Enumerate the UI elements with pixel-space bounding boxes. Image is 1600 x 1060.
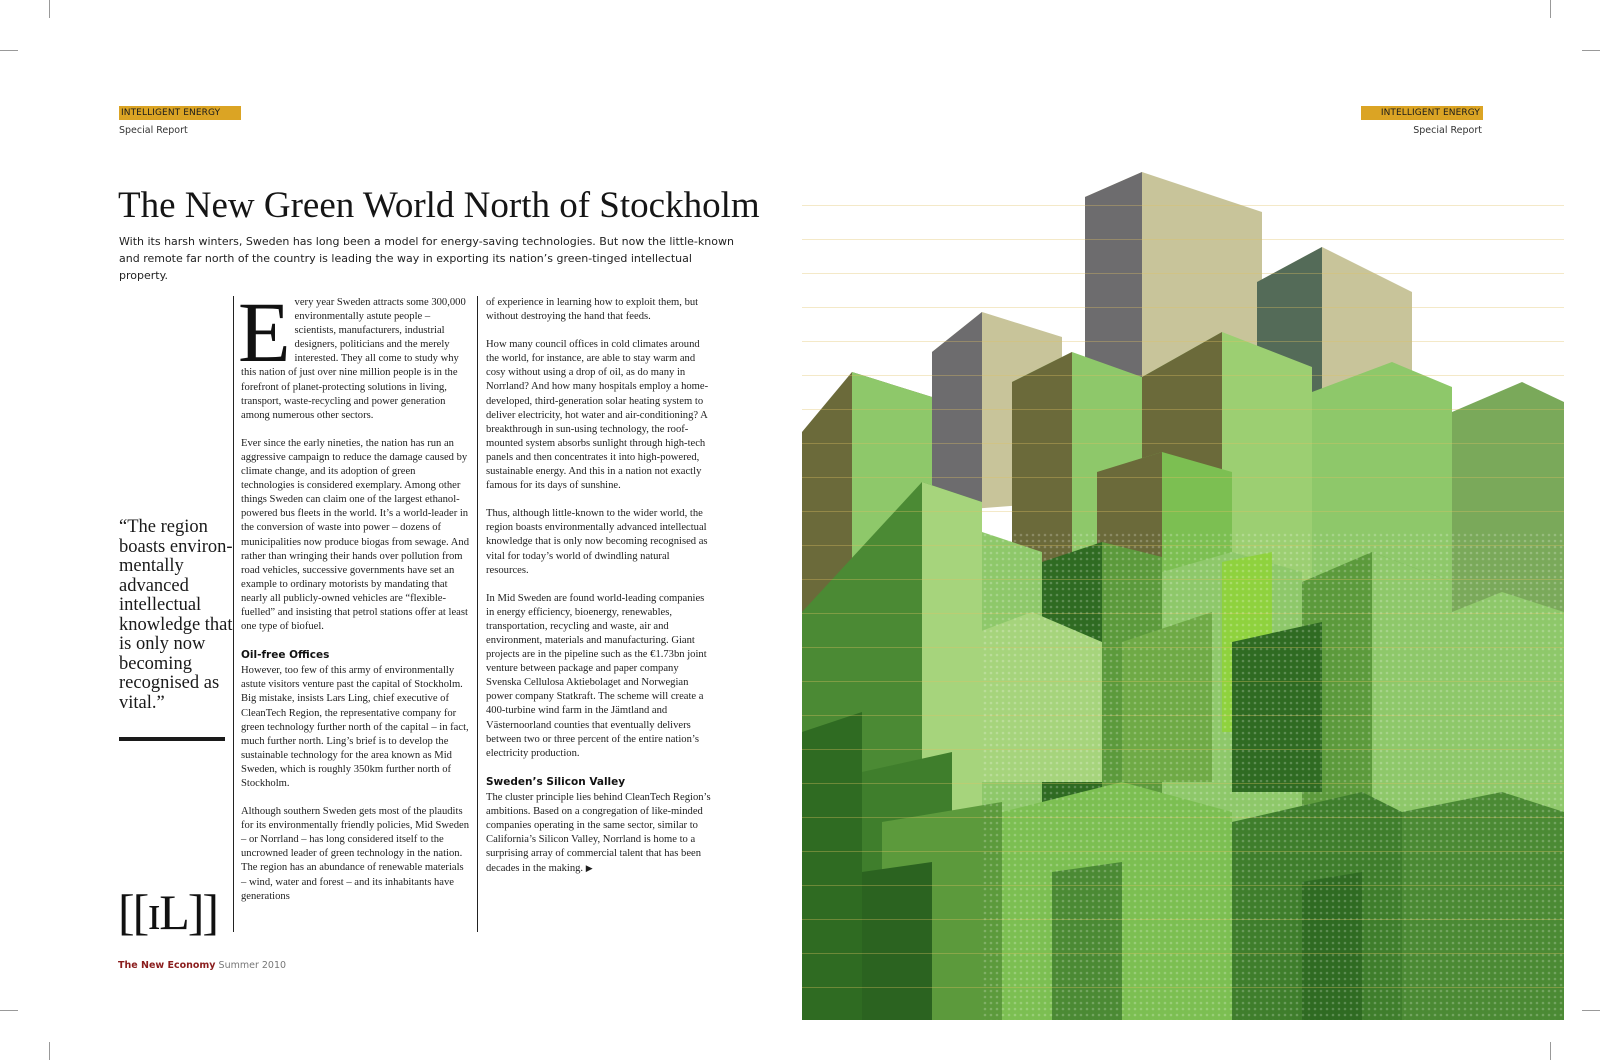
section-sub-left: Special Report [119, 125, 188, 136]
paragraph: In Mid Sweden are found world-leading companies in energy efficiency, bioenergy, renewables, transportation, recycling and waste, air and environment, materials and manufacturing. Giant projects are in the pipeline such as the €1.73bn joint venture between package and paper company Svenska Cellulosa Aktiebolaget and Norwegian power company Statkraft. The scheme will create a 400-turbine wind farm in the Jämtland and Västernoorland counties that eventually delivers between two or three percent of the entire nation’s electricity production. [486, 592, 707, 759]
paragraph: How many council offices in cold climates around the world, for instance, are able to stay warm and cosy without using a drop of oil, as do many in Norrland? And how many hospitals employ a home-developed, third-generation solar heating system to deliver electricity, hot water and air-conditioning? A breakthrough in sun-using technology, the roof-mounted system absorbs sunlight through high-tech panels and then concentrates it into high-powered, sustainable energy. And this in a nation not exactly famous for its days of sunshine. [486, 339, 709, 492]
column-rule [477, 296, 478, 932]
paragraph-text: The cluster principle lies behind CleanTech Region’s ambitions. Based on a congregation of like-minded companies operating in the same sector, similar to California’s Silicon Valley, Norrland is home to a surprising array of commercial talent that has been decades in the making. [486, 791, 711, 875]
crop-mark [49, 0, 50, 18]
crop-mark [1582, 1010, 1600, 1011]
paragraph: Ever since the early nineties, the nation has run an aggressive campaign to reduce the damage caused by climate change, and its adoption of green technologies is considered exemplary. Among other things Sweden can claim one of the largest ethanol-powered bus fleets in the world. It’s a world-leader in the conversion of waste into power – dozens of municipalities now produce biogas from sewage. And rather than wringing their hands over pollution from road vehicles, successive governments have set an example to ordinary motorists by mandating that nearly all publicly-owned vehicles are “flexible-fuelled” and insisting that petrol stations offer at least one type of biofuel. [241, 437, 470, 633]
crop-mark [0, 50, 18, 51]
texture-overlay [982, 532, 1564, 1020]
article-column-2 [486, 296, 714, 890]
paragraph-text: very year Sweden attracts some 300,000 environmentally astute people – scientists, manufacturers, industrial designers, politicians and the merely interested. They all come to study why this nation of just over nine million people is in the forefront of planet-protecting solutions in living, transport, waste-recycling and power generation among numerous other sectors. [241, 297, 466, 421]
green-city-illustration [802, 172, 1564, 1020]
section-tag-left: INTELLIGENT ENERGY [119, 106, 241, 120]
section-tag-right: INTELLIGENT ENERGY [1361, 106, 1483, 120]
article-title: The New Green World North of Stockholm [118, 185, 760, 226]
end-mark-icon: ▶ [585, 863, 593, 874]
paragraph: Although southern Sweden gets most of the plaudits for its environmentally friendly policies, Mid Sweden – or Norrland – has long considered itself to the uncrowned leader of green technology in the nation. The region has an abundance of renewable materials – wind, water and forest – and its inhabitants have generations [241, 806, 470, 902]
page-footer [118, 960, 286, 971]
article-column-1 [238, 284, 471, 918]
paragraph: However, too few of this army of environmentally astute visitors venture past the capital of Stockholm. Big mistake, insists Lars Ling, chief executive of CleanTech Region, the representative company for green technology further north of the capital – in fact, much further north. Ling’s brief is to develop the sustainable technology for the area known as Mid Sweden, which is roughly 350km further north of Stockholm. [241, 665, 469, 789]
section-sub-right: Special Report [1413, 125, 1482, 136]
article-standfirst: With its harsh winters, Sweden has long been a model for energy-saving technologies. But now the little-known and remote far north of the country is leading the way in exporting its nation’s green-tinged intellectual property. [119, 235, 734, 282]
paragraph: of experience in learning how to exploit them, but without destroying the hand that feeds. [486, 297, 699, 323]
subheading-silicon-valley: Sweden’s Silicon Valley [486, 775, 626, 788]
paragraph: Thus, although little-known to the wider world, the region boasts environmentally advanced intellectual knowledge that is only now becoming recognised as vital for today’s world of dwindling natural resources. [486, 508, 708, 576]
subheading-oil-free-offices: Oil-free Offices [241, 649, 330, 662]
publication-logo: [[ɪL]] [118, 884, 218, 940]
drop-cap: E [238, 284, 291, 380]
crop-mark [1582, 50, 1600, 51]
paragraph [238, 284, 471, 423]
crop-mark [0, 1010, 18, 1011]
publication-name: The New Economy [118, 960, 216, 971]
crop-mark [1550, 0, 1551, 18]
crop-mark [1550, 1042, 1551, 1060]
issue-date: Summer 2010 [218, 960, 287, 971]
crop-mark [49, 1042, 50, 1060]
pull-quote-rule [119, 737, 225, 741]
paragraph [486, 791, 714, 877]
pull-quote: “The region boasts environ-mentally advanced intellectual knowledge that is only now becoming recognised as vital.” [119, 517, 233, 713]
